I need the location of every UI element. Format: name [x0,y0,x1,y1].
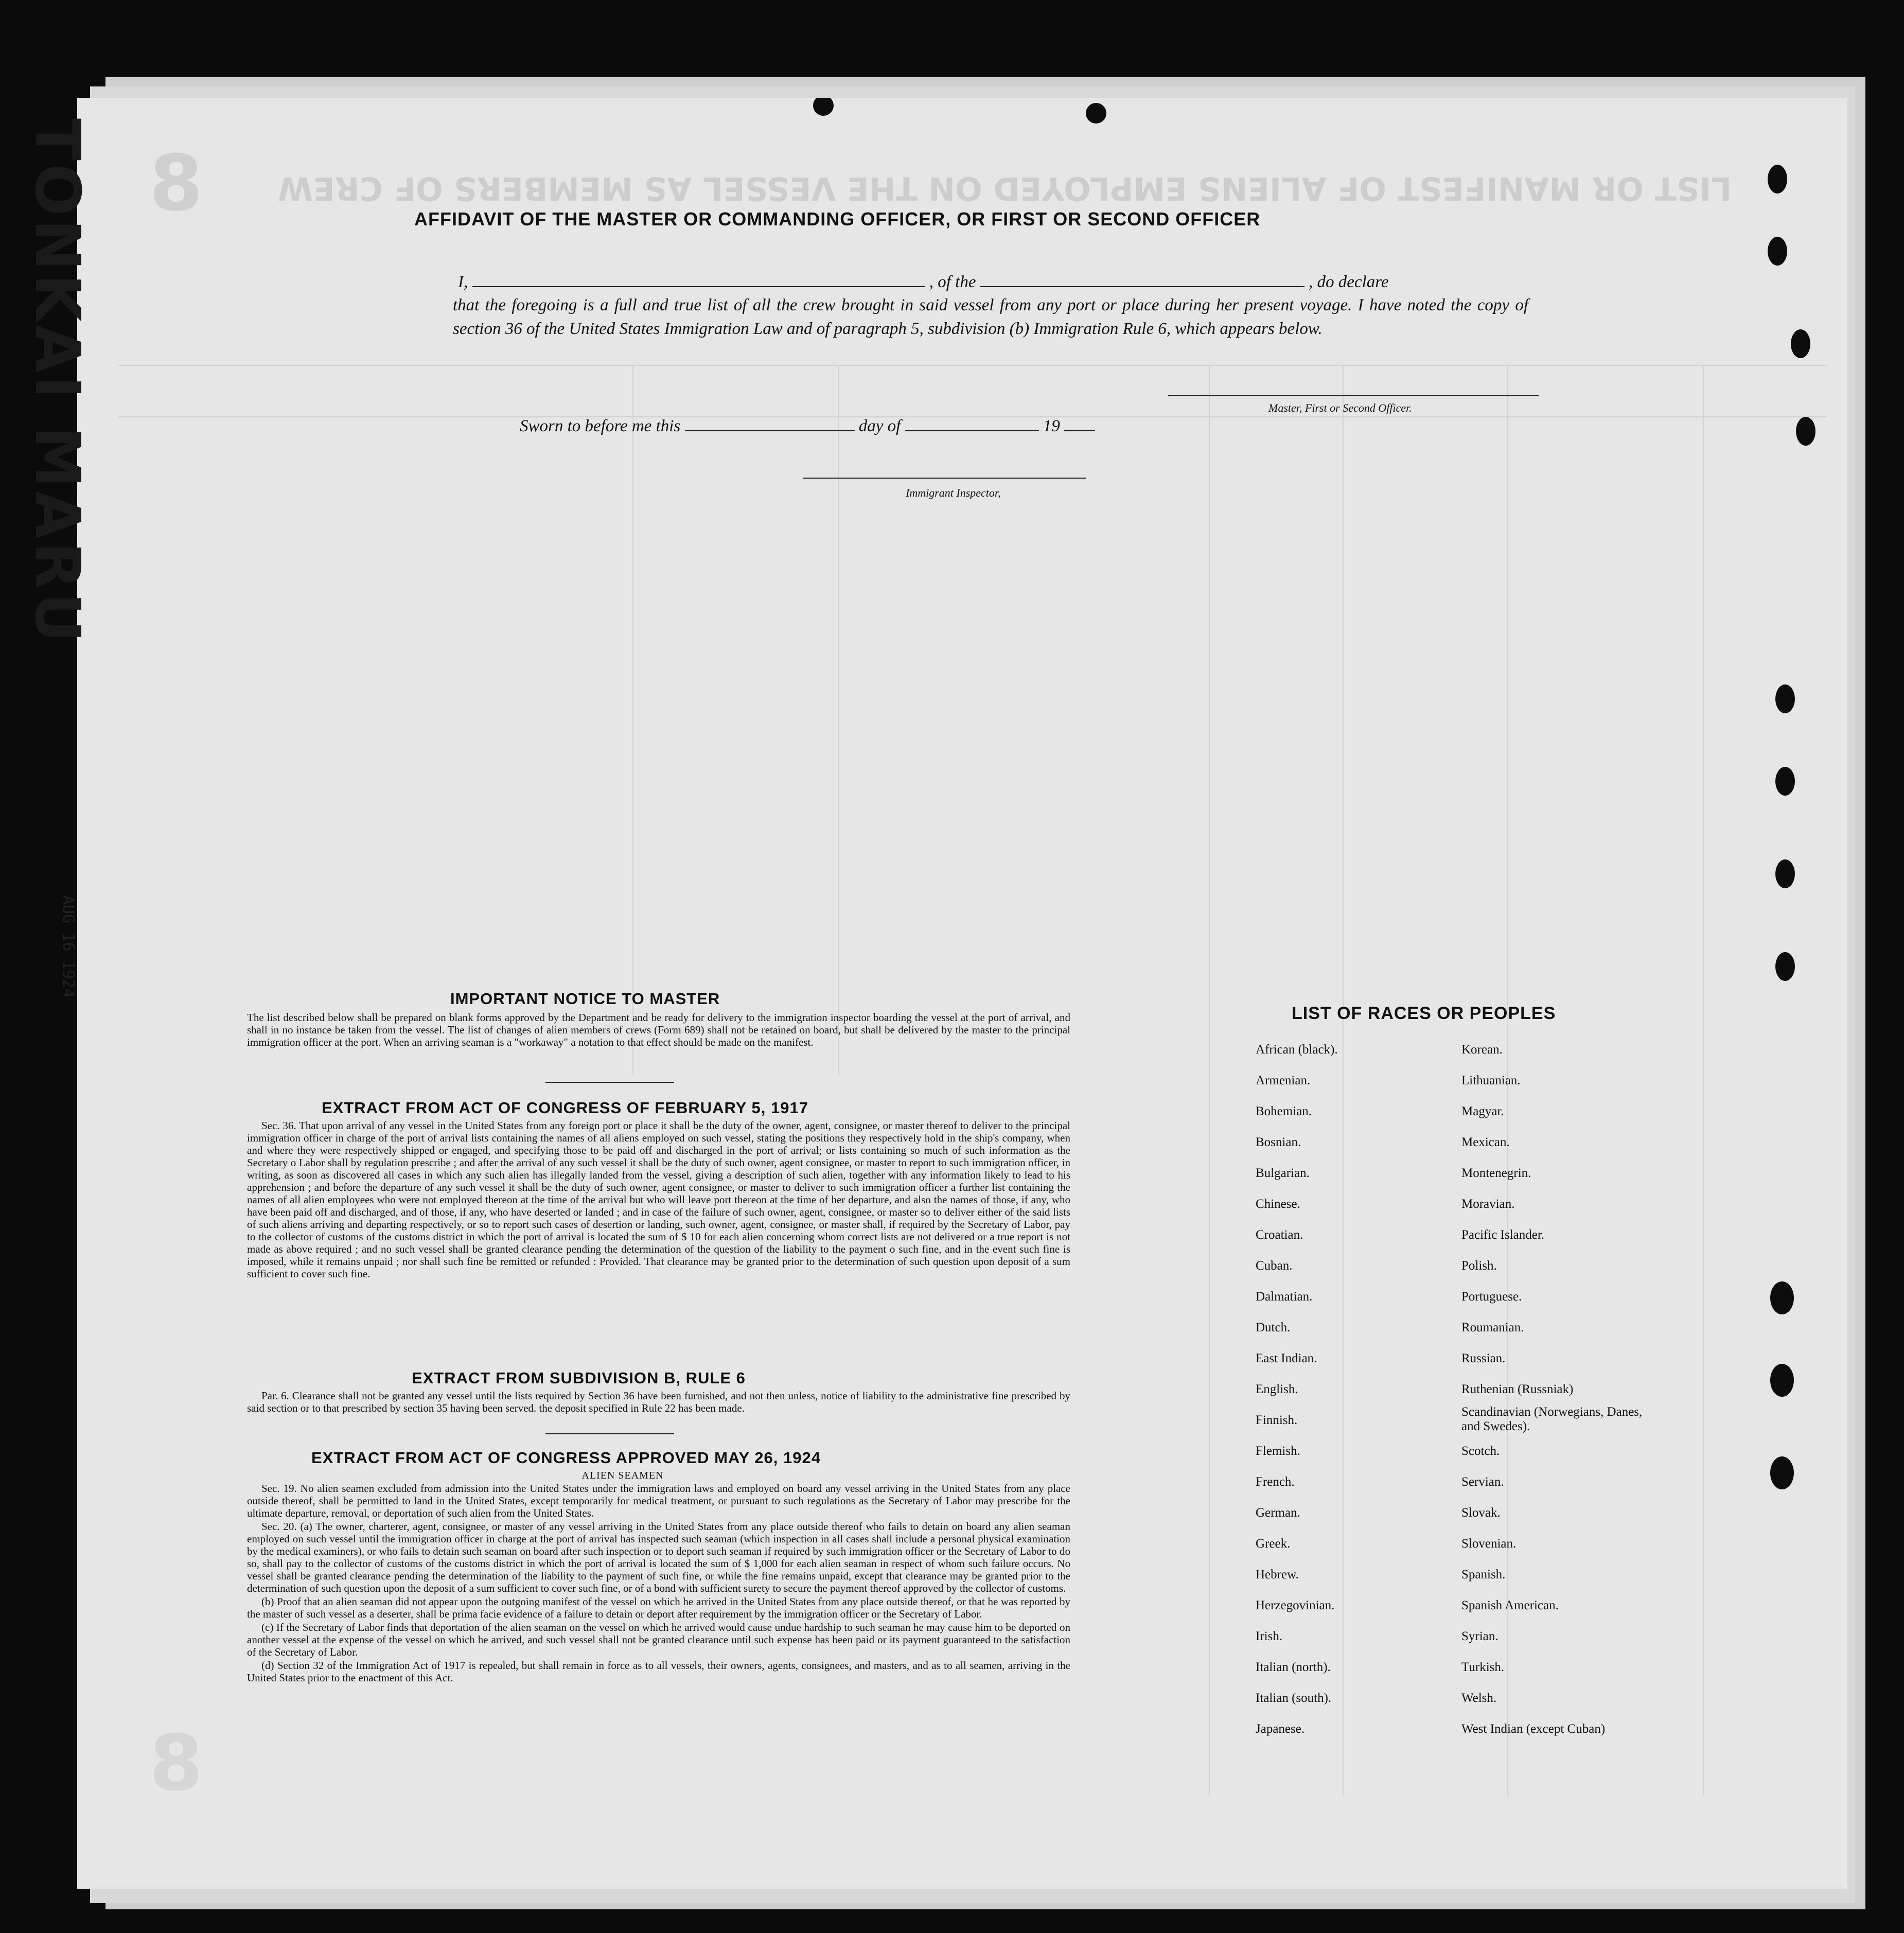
binder-hole [1770,1281,1794,1314]
ghost-mirrored-title: LIST OR MANIFEST OF ALIENS EMPLOYED ON THE VESSEL AS MEMBERS OF CREW [278,170,1732,207]
binder-hole [1775,684,1795,713]
race-item: Ruthenian (Russniak) [1461,1382,1574,1396]
day-of-text: day of [858,417,901,435]
extract-1917-title: EXTRACT FROM ACT OF CONGRESS OF FEBRUARY 5, 1917 [322,1099,808,1117]
extract-1917-paragraph: Sec. 36. That upon arrival of any vessel in the United States from any foreign port or place it shall be the duty of the owner, agent, consignee, or master thereof to deliver to the principal immigration officer in charge of the port of arrival lists containing the names of all aliens employed on such vessel, stating the positions they respectively hold in the ship's company, when and where they were respectively shipped or engaged, and specifying those to be paid off and discharged in the port of arrival; or lists containing so much of such information as the Secretary o Labor shall by regulation prescribe ; and after the arrival of any such vessel it shall be the duty of such owner, agent consignee, or master to report to such immigration officer, in writing, as soon as discovered all cases in which any such alien has illegally landed from the vessel, giving a description of such alien, together with any information likely to lead to his apprehension ; and before the departure of any such vessel it shall be the duty of such owner, agent consignee, or master to deliver to such immigration officer a further list containing the names of all alien employees who were not employed thereon at the time of the arrival but who will leave port thereon at the time of her departure, and also the names of those, if any, who have been paid off and discharged, and of those, if any, who have deserted or landed ; and in case of the failure of such owner, agent, consignee, or master so to deliver either of the said lists of such aliens arriving and departing respectively, or so to report such cases of desertion or landing, such owner, agent, consignee, or master shall, if required by the Secretary of Labor, pay to the collector of customs of the customs district in which the port of arrival is located the sum of $ 10 for each alien concerning whom correct lists are not delivered or a true report is not made as above required ; and no such vessel shall be granted clearance pending the determination of the question of the liability to the payment o such fine, and in the event such fine is imposed, while it remains unpaid ; nor shall such fine be remitted or refunded : Provided. That clearance may be granted prior to the determination of such question upon deposit of a sum sufficient to cover such fine. [247,1119,1070,1280]
race-item: Dalmatian. [1256,1290,1313,1304]
races-left-column [1256,1034,1338,1745]
race-item: Dutch. [1256,1321,1291,1334]
race-item: Servian. [1461,1475,1504,1489]
race-item: Italian (north). [1256,1660,1331,1674]
races-right-column [1461,1034,1657,1745]
master-caption: Master, First or Second Officer. [1268,401,1412,414]
race-item: Greek. [1256,1537,1291,1551]
extract-1924-sec20d: (d) Section 32 of the Immigration Act of 1917 is repealed, but shall remain in force as to all vessels, their owners, agents, consignees, and masters, and as to all seamen, arriving in the United States prior to the enactment of this Act. [247,1659,1070,1684]
race-item: Mexican. [1461,1135,1510,1149]
extract-rule6-paragraph: Par. 6. Clearance shall not be granted any vessel until the lists required by Section 36 have been furnished, and not then unless, notice of liability to the administrative fine prescribed by said section or to that prescribed by section 35 having been served. the deposit specified in Rule 22 has been made. [247,1390,1070,1414]
race-item: Armenian. [1256,1074,1311,1087]
binder-hole [1768,165,1787,194]
race-item: Finnish. [1256,1413,1298,1427]
race-item: Turkish. [1461,1660,1505,1674]
race-item: Flemish. [1256,1444,1300,1458]
race-item: French. [1256,1475,1295,1489]
race-item: Herzegovinian. [1256,1598,1335,1612]
race-item: Slovenian. [1461,1537,1517,1551]
race-item: Bulgarian. [1256,1166,1310,1180]
binder-hole [1775,859,1795,888]
affidavit-do-declare: , do declare [1308,273,1389,291]
affidavit-i: I, [458,273,468,291]
affidavit-declaration-line [458,270,1528,294]
race-item: Spanish American. [1461,1598,1559,1612]
race-item: Cuban. [1256,1259,1293,1273]
race-item: Croatian. [1256,1228,1303,1242]
race-item: German. [1256,1506,1300,1520]
stamp-date: AUG 16 1924 [59,895,77,998]
race-item: Polish. [1461,1259,1497,1273]
binder-hole [1791,329,1810,358]
affidavit-title: AFFIDAVIT OF THE MASTER OR COMMANDING OFFICER, OR FIRST OR SECOND OFFICER [414,208,1261,230]
extract-1924-title: EXTRACT FROM ACT OF CONGRESS APPROVED MAY 26, 1924 [311,1449,821,1467]
extract-1924-sec20b: (b) Proof that an alien seaman did not appear upon the outgoing manifest of the vessel on which he arrived in the United States from any place outside thereof, or that he was reported by the master of such vessel as a deserter, shall be prima facie evidence of a failure to detain or deport after requirement by the immigration officer or the Secretary of Labor. [247,1595,1070,1620]
affidavit-of-the: , of the [929,273,976,291]
race-item: Bosnian. [1256,1135,1301,1149]
vessel-name-stamp: TONKAI MARU [21,118,93,646]
ghost-page-number: 8 [149,139,203,229]
race-item: Portuguese. [1461,1290,1522,1304]
race-item: Slovak. [1461,1506,1501,1520]
master-name-blank[interactable] [472,271,925,287]
binder-hole [1775,952,1795,981]
race-item: Bohemian. [1256,1104,1312,1118]
race-item: Japanese. [1256,1722,1305,1736]
race-item: Russian. [1461,1351,1506,1365]
year-prefix: 19 [1043,417,1060,435]
document-sheet [77,98,1847,1889]
affidavit-body: that the foregoing is a full and true list of all the crew brought in said vessel from any port or place during her present voyage. I have noted the copy of section 36 of the United States Immigration Law and of paragraph 5, subdivision (b) Immigration Rule 6, which appears below. [453,296,1528,338]
vessel-name-blank[interactable] [980,271,1304,287]
extract-1924-sec20c: (c) If the Secretary of Labor finds that deportation of the alien seaman on the vessel on which he arrived would cause undue hardship to such seaman he may cause him to be deported on another vessel at the expense of the vessel on which he arrived, and such vessel shall not be granted clearance until such expense has been paid or its payment guaranteed to the satisfaction of the Secretary of Labor. [247,1621,1070,1658]
sworn-month-blank[interactable] [905,415,1039,431]
race-item: English. [1256,1382,1298,1396]
binder-hole [1770,1456,1794,1489]
race-item: Irish. [1256,1629,1283,1643]
inspector-signature-line [803,478,1086,479]
extract-1924-subtitle: ALIEN SEAMEN [581,1470,664,1481]
race-item: Hebrew. [1256,1568,1299,1581]
sworn-text: Sworn to before me this [520,417,681,435]
race-item: Spanish. [1461,1568,1506,1581]
races-title: LIST OF RACES OR PEOPLES [1292,1004,1556,1023]
binder-hole [1086,103,1106,124]
race-item: Roumanian. [1461,1321,1524,1334]
race-item: East Indian. [1256,1351,1317,1365]
extract-1924-sec20a: Sec. 20. (a) The owner, charterer, agent, consignee, or master of any vessel arriving in the United States from any place outside thereof who fails to detain on board any alien seaman employed on such vessel until the immigration officer in charge at the port of arrival has inspected such seaman (which inspection in all cases shall include a personal physical examination by the medical examiners), or who fails to detain such seaman on board after such inspection or to deport such seaman if required by such immigration officer or the Secretary of Labor to do so, shall pay to the collector of customs of the customs district in which the port of arrival is located the sum of $ 1,000 for each alien seaman in respect of whom such failure occurs. No vessel shall be granted clearance pending the determination of the liability to the payment of such fine, or while the fine remains unpaid, except that clearance may be granted prior to the determination of such question upon the deposit of a sum sufficient to cover such fine, or of a bond with sufficient surety to secure the payment thereof approved by the collector of customs. [247,1520,1070,1594]
sworn-day-blank[interactable] [685,415,855,431]
notice-title: IMPORTANT NOTICE TO MASTER [450,990,720,1008]
race-item: Scotch. [1461,1444,1500,1458]
race-item: Lithuanian. [1461,1074,1521,1087]
race-item: Moravian. [1461,1197,1515,1211]
race-item: Welsh. [1461,1691,1497,1705]
extract-rule6-title: EXTRACT FROM SUBDIVISION B, RULE 6 [412,1369,746,1387]
race-item: African (black). [1256,1043,1338,1057]
race-item: Chinese. [1256,1197,1300,1211]
binder-hole [1770,1364,1794,1397]
extract-rule6-text [247,1390,1070,1415]
notice-rule [545,1082,674,1083]
inspector-caption: Immigrant Inspector, [906,486,1001,499]
race-item: Montenegrin. [1461,1166,1531,1180]
sworn-line [520,414,1292,438]
race-item: Korean. [1461,1043,1503,1057]
ghost-page-number-bottom: 8 [149,1719,203,1808]
binder-hole [1768,237,1787,266]
notice-text: The list described below shall be prepared on blank forms approved by the Department and be ready for delivery to the immigration inspector boarding the vessel at the port of arrival, and shall in no instance be taken from the vessel. The list of changes of alien members of crews (Form 689) shall not be retained on board, but shall be delivered by the master to the principal immigration officer at the port. When an arriving seaman is a "workaway" a notation to that effect should be made on the manifest. [247,1011,1070,1048]
binder-hole [1796,417,1815,446]
race-item: Italian (south). [1256,1691,1332,1705]
master-signature-line [1168,395,1539,396]
race-item: Magyar. [1461,1104,1504,1118]
race-item: West Indian (except Cuban) [1461,1722,1606,1736]
sworn-year-blank[interactable] [1064,415,1095,431]
binder-hole [1775,767,1795,796]
race-item: Scandinavian (Norwegians, Danes, and Swedes). [1461,1405,1643,1433]
rule6-rule [545,1433,674,1434]
extract-1924-sec19: Sec. 19. No alien seamen excluded from admission into the United States under the immigration laws and employed on board any vessel arriving in the United States from any place outside thereof, shall be permitted to land in the United States, except temporarily for medical treatment, or pursuant to such regulations as the Secretary of Labor may prescribe for the ultimate departure, removal, or deportation of such alien from the United States. [247,1482,1070,1519]
race-item: Syrian. [1461,1629,1498,1643]
race-item: Pacific Islander. [1461,1228,1545,1242]
extract-1924-text [247,1482,1070,1685]
extract-1917-text [247,1119,1070,1281]
